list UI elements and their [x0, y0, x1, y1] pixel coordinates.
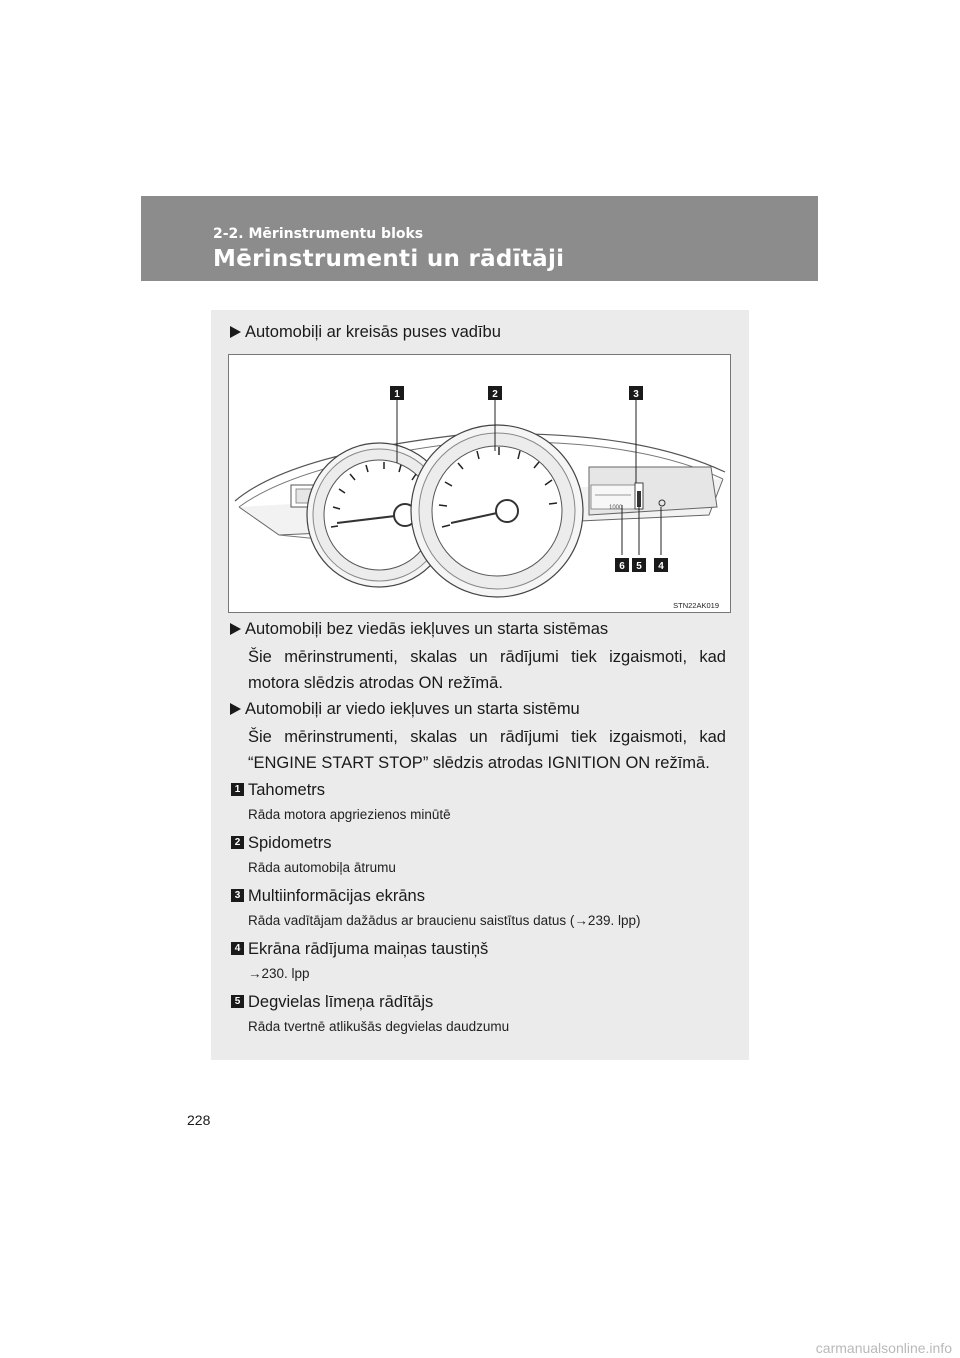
section-header [141, 196, 818, 281]
item-number: 4 [231, 942, 244, 955]
triangle-bullet-icon [230, 623, 241, 635]
instrument-cluster-illustration [229, 355, 730, 612]
callout-4: 4 [658, 561, 664, 572]
item-description: Rāda vadītājam dažādus ar braucienu saistītus datus (→239. lpp) [248, 913, 641, 928]
page-number: 228 [187, 1112, 211, 1128]
smart-description: Šie mērinstrumenti, skalas un rādījumi tiek izgaismoti, kad “ENGINE START STOP” slēdzis atrodas IGNITION ON režīmā. [248, 728, 726, 772]
item-number: 3 [231, 889, 244, 902]
callout-1: 1 [394, 389, 400, 400]
callout-3: 3 [633, 389, 639, 400]
callout-6: 6 [619, 561, 625, 572]
speedometer-icon [411, 425, 583, 597]
bullet-no-smart-label: Automobiļi bez viedās iekļuves un starta sistēmas [245, 620, 609, 638]
triangle-bullet-icon [230, 703, 241, 715]
no-smart-description: Šie mērinstrumenti, skalas un rādījumi tiek izgaismoti, kad motora slēdzis atrodas ON režīmā. [248, 648, 726, 692]
odometer-text: 1000 [609, 505, 623, 511]
bullet-smart [230, 700, 580, 719]
callout-2: 2 [492, 389, 498, 400]
figure-code: STN22AK019 [673, 601, 719, 610]
bullet-lhd-label: Automobiļi ar kreisās puses vadību [245, 323, 501, 341]
item-number: 2 [231, 836, 244, 849]
item-name: Spidometrs [248, 834, 332, 852]
triangle-bullet-icon [230, 326, 241, 338]
bullet-lhd [230, 323, 501, 342]
item-description: Rāda automobiļa ātrumu [248, 860, 396, 875]
bullet-smart-label: Automobiļi ar viedo iekļuves un starta sistēmu [245, 700, 580, 718]
page-title: Mērinstrumenti un rādītāji [213, 246, 565, 272]
item-name: Tahometrs [248, 781, 326, 799]
item-description: Rāda motora apgriezienos minūtē [248, 807, 451, 822]
item-description: →230. lpp [248, 966, 310, 981]
instrument-cluster-figure [228, 354, 731, 613]
item-number: 1 [231, 783, 244, 796]
bullet-no-smart [230, 620, 608, 639]
callout-5: 5 [636, 561, 642, 572]
section-label: 2-2. Mērinstrumentu bloks [213, 226, 424, 242]
item-name: Ekrāna rādījuma maiņas taustiņš [248, 940, 489, 958]
item-name: Degvielas līmeņa rādītājs [248, 993, 434, 1011]
item-number: 5 [231, 995, 244, 1008]
watermark[interactable]: carmanualsonline.info [815, 1340, 952, 1356]
item-name: Multiinformācijas ekrāns [248, 887, 425, 905]
item-description: Rāda tvertnē atlikušās degvielas daudzumu [248, 1019, 510, 1034]
